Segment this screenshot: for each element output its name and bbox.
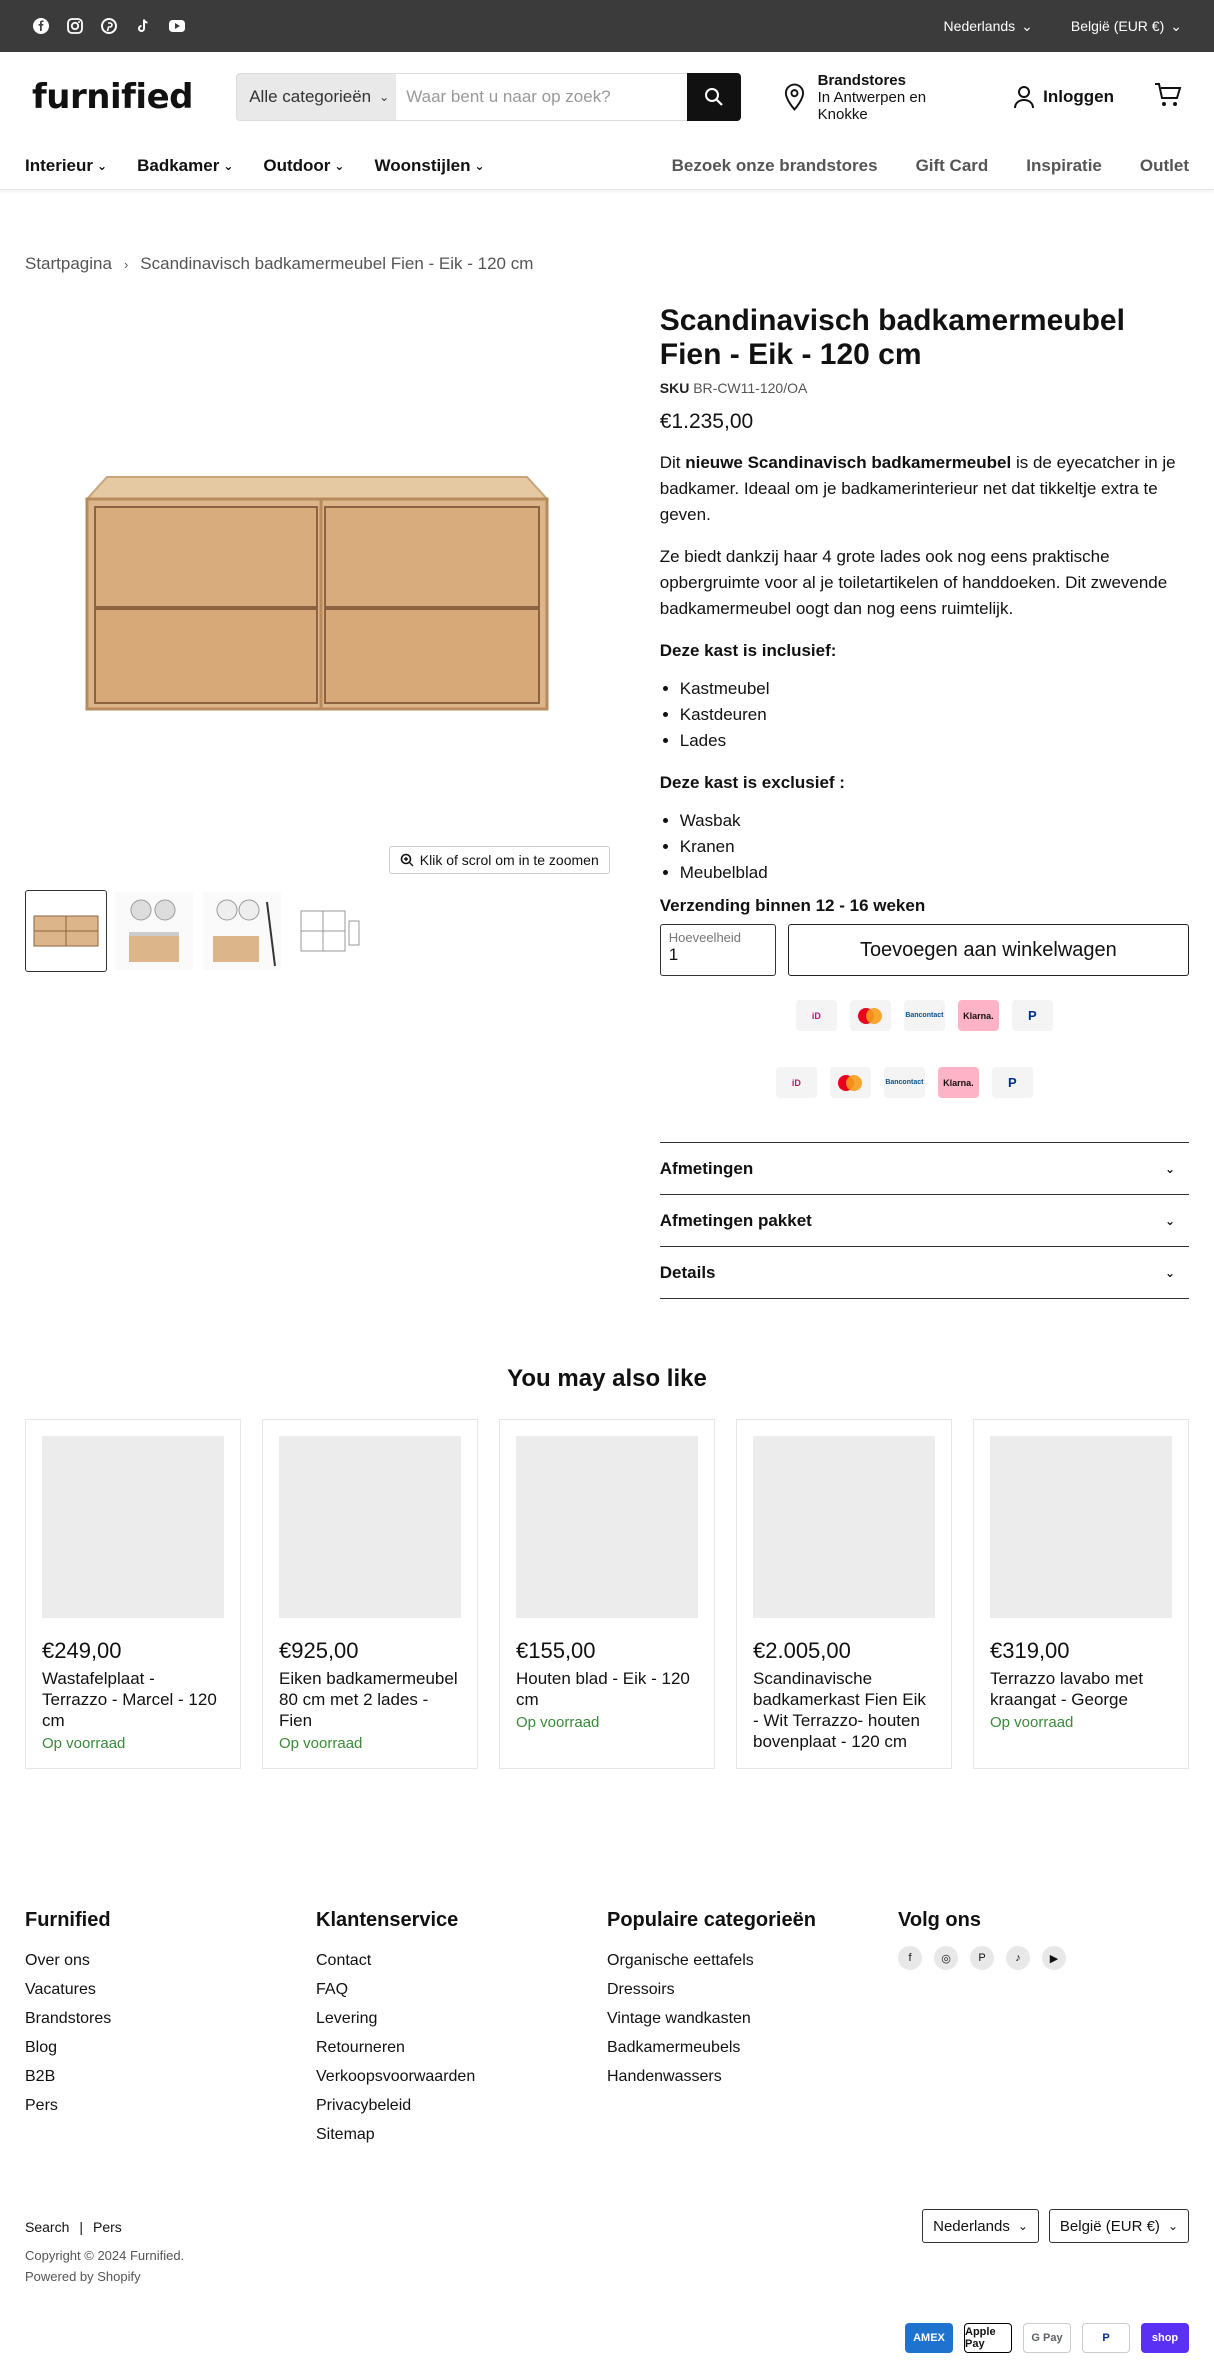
chevron-down-icon: ⌄ <box>223 158 234 173</box>
footer-link[interactable]: Levering <box>316 2010 378 2027</box>
add-to-cart-button[interactable]: Toevoegen aan winkelwagen <box>788 924 1189 976</box>
footer-link[interactable]: Pers <box>25 2097 58 2114</box>
paypal-icon: P <box>992 1067 1033 1098</box>
store-title: Brandstores <box>817 71 906 89</box>
product-card-price: €319,00 <box>990 1638 1070 1663</box>
search-bar <box>236 73 740 121</box>
chevron-down-icon: ⌄ <box>1167 2219 1178 2233</box>
sku-value: BR-CW11-120/OA <box>693 380 808 396</box>
footer-link[interactable]: Dressoirs <box>607 1981 675 1998</box>
product-info <box>660 304 1189 1299</box>
main-nav <box>0 142 1214 190</box>
product-card[interactable] <box>736 1419 952 1769</box>
pinterest-icon[interactable]: P <box>970 1946 994 1970</box>
cart-icon <box>1154 82 1182 108</box>
accordion-label: Afmetingen pakket <box>659 1210 812 1230</box>
amex-icon: AMEX <box>905 2323 953 2353</box>
google-pay-icon: G Pay <box>1023 2323 1071 2353</box>
breadcrumb <box>25 254 1189 274</box>
product-card[interactable] <box>973 1419 1189 1769</box>
mastercard-icon <box>830 1067 871 1098</box>
stock-status: Op voorraad <box>279 1735 363 1752</box>
youtube-icon[interactable] <box>168 17 186 35</box>
product-gallery <box>25 304 610 1299</box>
paypal-icon: P <box>1012 1000 1053 1031</box>
footer-col-categories <box>607 1909 898 2149</box>
desc-text: is de eyecatcher in je badkamer. Ideaal om je badkamerinterieur net dat tikkeltje extra te geven. <box>659 453 1176 524</box>
chevron-down-icon: ⌄ <box>1170 17 1182 34</box>
nav-woonstijlen[interactable] <box>374 156 484 176</box>
paypal-icon: P <box>1082 2323 1130 2353</box>
accordion-afmetingen-pakket[interactable] <box>660 1195 1189 1247</box>
list-item: • Lades <box>680 728 1189 754</box>
list-item: • Meubelblad <box>680 860 1189 886</box>
chevron-down-icon: ⌄ <box>1164 1161 1175 1176</box>
cabinet-image <box>67 469 567 719</box>
footer-link[interactable]: Blog <box>25 2039 58 2056</box>
list-item: • Kastdeuren <box>680 702 1189 728</box>
tiktok-icon[interactable] <box>134 17 152 35</box>
sku-label: SKU <box>659 380 690 396</box>
nav-label: Interieur <box>25 155 94 175</box>
klarna-icon: Klarna. <box>958 1000 999 1031</box>
description-paragraph <box>660 450 1189 528</box>
footer-link[interactable]: Vacatures <box>25 1981 96 1998</box>
product-card-price: €2.005,00 <box>753 1638 851 1663</box>
login-label: Inloggen <box>1043 87 1114 106</box>
breadcrumb-home[interactable]: Startpagina <box>25 254 112 273</box>
social-links <box>32 17 186 35</box>
footer-link[interactable]: Contact <box>316 1952 372 1969</box>
klarna-icon: Klarna. <box>938 1067 979 1098</box>
product-card-image <box>279 1436 461 1618</box>
search-input[interactable]: Waar bent u naar op zoek? <box>396 73 686 121</box>
mastercard-icon <box>850 1000 891 1031</box>
search-category-label: Alle categorieën <box>249 87 372 106</box>
chevron-down-icon: ⌄ <box>1164 1265 1175 1280</box>
accordion-label: Details <box>659 1262 716 1282</box>
footer-language-select[interactable] <box>922 2209 1039 2243</box>
breadcrumb-current: Scandinavisch badkamermeubel Fien - Eik - 120 cm <box>140 254 534 273</box>
zoom-hint-text: Klik of scrol om in te zoomen <box>419 852 599 868</box>
search-icon <box>704 87 724 107</box>
tiktok-icon[interactable]: ♪ <box>1006 1946 1030 1970</box>
footer-link[interactable]: Sitemap <box>316 2126 375 2143</box>
user-icon <box>1013 85 1035 109</box>
instagram-icon[interactable]: ◎ <box>934 1946 958 1970</box>
search-category-select[interactable] <box>236 73 396 121</box>
footer-link[interactable]: B2B <box>25 2068 56 2085</box>
nav-label: Woonstijlen <box>374 155 471 175</box>
accordion-afmetingen[interactable] <box>660 1143 1189 1195</box>
add-to-cart-row <box>660 924 1189 976</box>
payment-icons <box>660 1000 1189 1031</box>
footer-payment-icons <box>0 2323 1214 2353</box>
product-card-title: Houten blad - Eik - 120 cm <box>516 1669 690 1709</box>
youtube-icon[interactable]: ▶ <box>1042 1946 1066 1970</box>
thumbnail[interactable] <box>201 890 283 972</box>
copyright: Copyright © 2024 Furnified. <box>25 2248 185 2263</box>
currency-label: België (EUR €) <box>1059 2217 1160 2235</box>
chevron-right-icon: › <box>123 256 129 272</box>
footer-col-furnified <box>25 1909 316 2149</box>
footer-link[interactable]: Over ons <box>25 1952 90 1969</box>
product-accordion <box>660 1142 1189 1299</box>
nav-brandstores[interactable]: Bezoek onze brandstores <box>671 155 878 175</box>
store-subtitle: In Antwerpen en Knokke <box>817 88 927 123</box>
product-description <box>660 450 1189 886</box>
footer-col-klantenservice <box>316 1909 607 2149</box>
language-label: Nederlands <box>933 2217 1010 2235</box>
chevron-down-icon: ⌄ <box>1017 2219 1028 2233</box>
chevron-down-icon: ⌄ <box>1164 1213 1175 1228</box>
footer-link[interactable]: Brandstores <box>25 2010 112 2027</box>
facebook-icon[interactable] <box>32 17 50 35</box>
nav-badkamer[interactable] <box>137 156 233 176</box>
product-card-price: €155,00 <box>516 1638 596 1663</box>
list-item: • Wasbak <box>680 808 1189 834</box>
exclusive-list <box>680 808 1189 886</box>
product-sku <box>660 380 1189 396</box>
footer-col-social <box>898 1909 1189 2149</box>
stock-status: Op voorraad <box>516 1714 600 1731</box>
location-pin-icon <box>783 82 806 112</box>
chevron-down-icon: ⌄ <box>97 158 108 173</box>
product-card-image <box>516 1436 698 1618</box>
ideal-icon: iD <box>776 1067 817 1098</box>
language-label: Nederlands <box>943 18 1016 34</box>
exclusive-title-text: Deze kast is exclusief : <box>659 773 845 792</box>
footer-currency-select[interactable] <box>1049 2209 1189 2243</box>
apple-pay-icon: Apple Pay <box>964 2323 1012 2353</box>
nav-label: Badkamer <box>137 155 220 175</box>
footer-heading: Furnified <box>25 1909 111 1931</box>
bancontact-icon: Bancontact <box>884 1067 925 1098</box>
footer-heading: Volg ons <box>898 1909 981 1931</box>
footer-link[interactable]: Vintage wandkasten <box>607 2010 751 2027</box>
main-product-image[interactable] <box>25 304 610 884</box>
footer-link[interactable]: Badkamermeubels <box>607 2039 741 2056</box>
chevron-down-icon: ⌄ <box>474 158 485 173</box>
product-price: €1.235,00 <box>659 410 754 433</box>
product-card-title: Eiken badkamermeubel 80 cm met 2 lades - Fien <box>279 1669 458 1730</box>
related-products <box>0 1365 1214 1769</box>
footer-heading: Klantenservice <box>316 1909 459 1931</box>
chevron-down-icon: ⌄ <box>1021 17 1033 34</box>
search-button[interactable] <box>687 73 741 121</box>
footer-link[interactable]: FAQ <box>316 1981 349 1998</box>
footer-link[interactable]: Privacybeleid <box>316 2097 412 2114</box>
nav-gift-card[interactable]: Gift Card <box>915 155 989 175</box>
product-section <box>0 304 1214 1299</box>
product-card-price: €249,00 <box>42 1638 122 1663</box>
thumbnail[interactable] <box>289 890 371 972</box>
login-link[interactable] <box>1013 85 1114 109</box>
stock-status: Op voorraad <box>42 1735 126 1752</box>
accordion-label: Afmetingen <box>659 1158 754 1178</box>
store-locator[interactable] <box>783 72 973 123</box>
footer-link[interactable]: Handenwassers <box>607 2068 722 2085</box>
chevron-down-icon: ⌄ <box>379 90 390 104</box>
announcement-bar <box>0 0 1214 52</box>
inclusive-title <box>660 638 1189 664</box>
thumbnail[interactable] <box>25 890 107 972</box>
footer-heading: Populaire categorieën <box>607 1909 816 1931</box>
thumbnail[interactable] <box>113 890 195 972</box>
bancontact-icon: Bancontact <box>904 1000 945 1031</box>
pinterest-icon[interactable] <box>100 17 118 35</box>
nav-outlet[interactable]: Outlet <box>1139 155 1189 175</box>
thumbnail-strip <box>25 890 610 972</box>
divider: | <box>79 2219 83 2235</box>
footer-bottom <box>0 2219 1214 2287</box>
product-card-title: Scandinavische badkamerkast Fien Eik - Wit Terrazzo- houten bovenplaat - 120 cm <box>753 1669 926 1751</box>
quantity-value: 1 <box>668 945 679 964</box>
cart-button[interactable] <box>1154 82 1182 113</box>
product-card-image <box>42 1436 224 1618</box>
desc-text: Dit <box>659 453 686 472</box>
payment-icons <box>640 1067 1169 1098</box>
nav-interieur[interactable] <box>25 156 107 176</box>
footer-link[interactable]: Verkoopsvoorwaarden <box>316 2068 476 2085</box>
facebook-icon[interactable]: f <box>898 1946 922 1970</box>
product-card[interactable] <box>499 1419 715 1769</box>
nav-inspiratie[interactable]: Inspiratie <box>1026 155 1102 175</box>
currency-selector[interactable] <box>1071 18 1182 35</box>
related-title: You may also like <box>507 1365 707 1392</box>
shop-pay-icon: shop <box>1141 2323 1189 2353</box>
description-paragraph: Ze biedt dankzij haar 4 grote lades ook nog eens praktische opbergruimte voor al je toiletartikelen of handdoeken. Dit zwevende badkamermeubel oogt dan nog eens ruimtelijk. <box>659 547 1168 618</box>
product-card-price: €925,00 <box>279 1638 359 1663</box>
zoom-icon <box>400 853 414 867</box>
footer-link[interactable]: Retourneren <box>316 2039 405 2056</box>
ideal-icon: iD <box>796 1000 837 1031</box>
quantity-field[interactable] <box>660 924 776 976</box>
shipping-info: Verzending binnen 12 - 16 weken <box>659 896 926 915</box>
accordion-details[interactable] <box>660 1247 1189 1299</box>
zoom-hint[interactable] <box>389 846 610 874</box>
site-header <box>0 52 1214 142</box>
product-card-title: Wastafelplaat - Terrazzo - Marcel - 120 cm <box>42 1669 217 1730</box>
language-selector[interactable] <box>944 18 1033 35</box>
currency-label: België (EUR €) <box>1070 18 1165 34</box>
product-card[interactable] <box>262 1419 478 1769</box>
stock-status: Op voorraad <box>990 1714 1074 1731</box>
product-card-image <box>753 1436 935 1618</box>
instagram-icon[interactable] <box>66 17 84 35</box>
footer-link[interactable]: Organische eettafels <box>607 1952 754 1969</box>
quantity-label: Hoeveelheid <box>668 930 742 945</box>
list-item: • Kastmeubel <box>680 676 1189 702</box>
site-footer <box>0 1909 1214 2149</box>
footer-bottom-link[interactable]: Pers <box>93 2219 122 2235</box>
chevron-down-icon: ⌄ <box>334 158 345 173</box>
product-title: Scandinavisch badkamermeubel Fien - Eik - 120 cm <box>659 304 1125 371</box>
list-item: • Kranen <box>680 834 1189 860</box>
footer-bottom-link[interactable]: Search <box>25 2219 70 2235</box>
nav-label: Outdoor <box>263 155 331 175</box>
exclusive-title <box>660 770 1189 796</box>
product-card-image <box>990 1436 1172 1618</box>
product-card[interactable] <box>25 1419 241 1769</box>
desc-bold: nieuwe Scandinavisch badkamermeubel <box>685 453 1012 472</box>
inclusive-title-text: Deze kast is inclusief: <box>659 641 837 660</box>
nav-outdoor[interactable] <box>263 156 344 176</box>
logo[interactable]: furnified <box>32 77 193 117</box>
powered-by[interactable]: Powered by Shopify <box>25 2269 141 2284</box>
inclusive-list <box>680 676 1189 754</box>
product-card-title: Terrazzo lavabo met kraangat - George <box>990 1669 1144 1709</box>
